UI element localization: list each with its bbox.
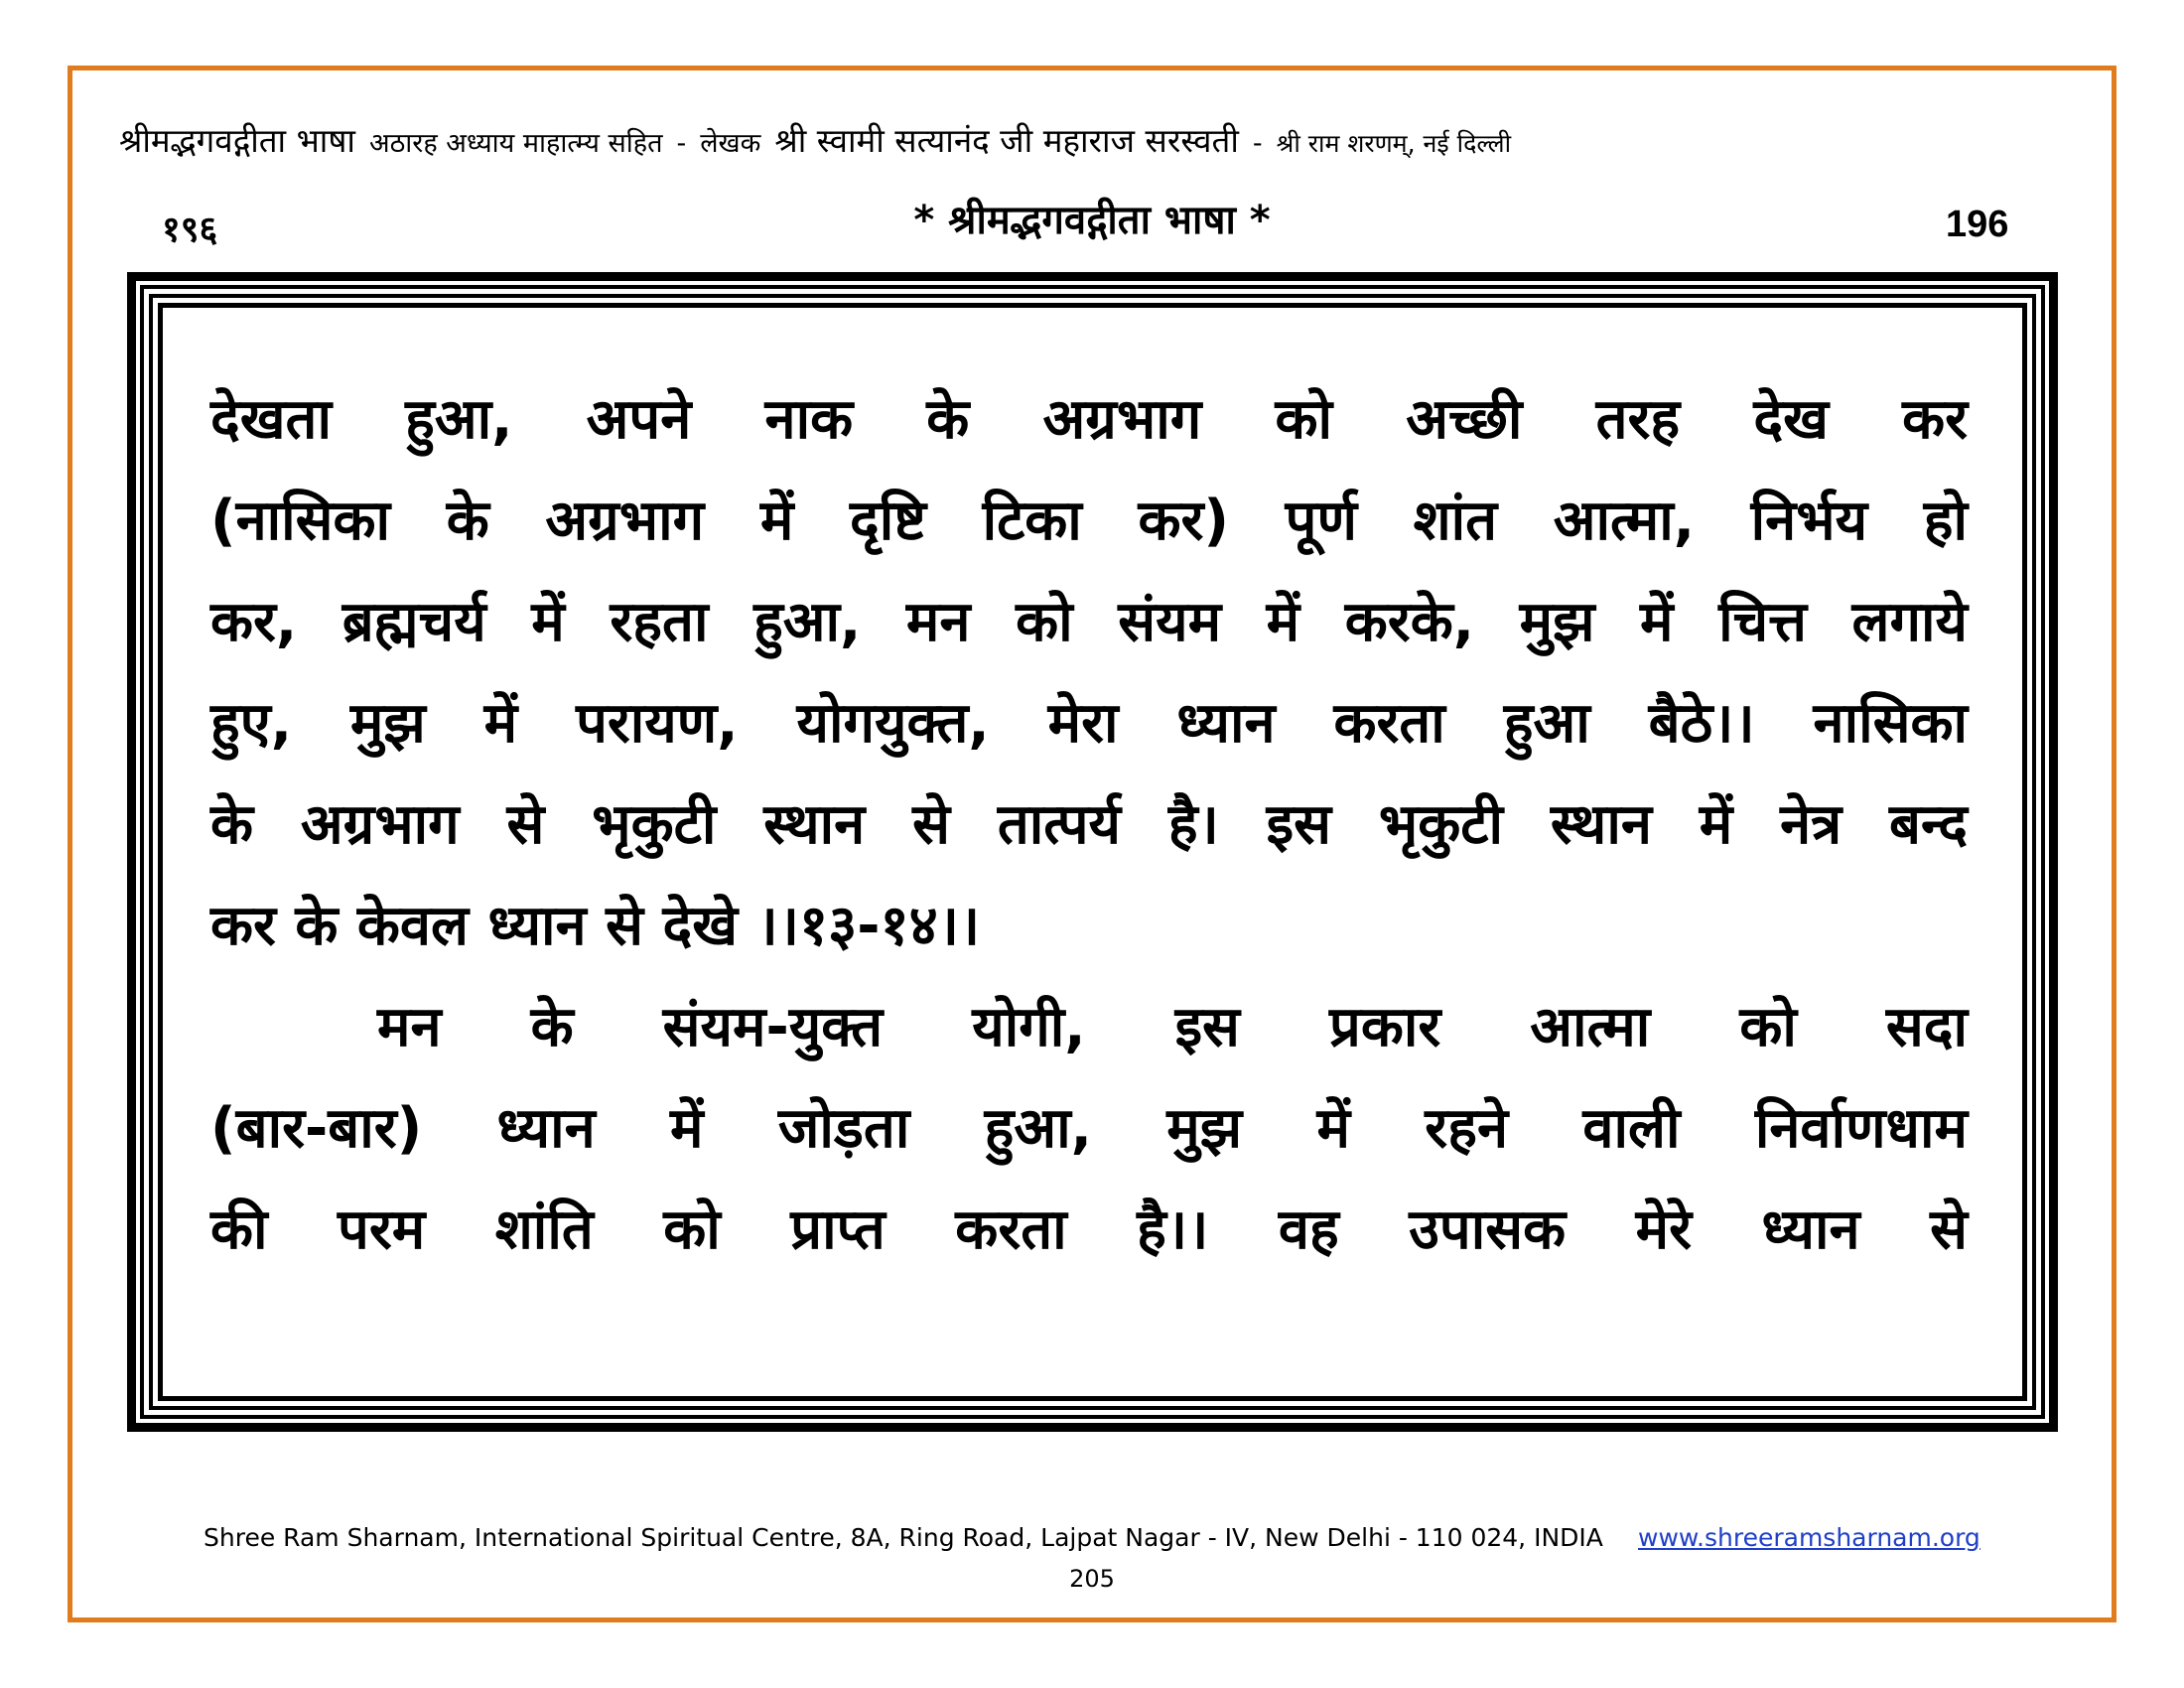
text-line: मन के संयम-युक्त योगी, इस प्रकार आत्मा को सदा [377,995,1968,1059]
text-line: हुए, मुझ में परायण, योगयुक्त, मेरा ध्यान करता हुआ बैठे।। नासिका [210,691,1968,756]
scripture-text [210,369,1968,1281]
header-separator-2: - [1252,128,1263,159]
page-number-devanagari: १९६ [162,210,218,250]
text-line: (नासिका के अग्रभाग में दृष्टि टिका कर) पूर्ण शांत आत्मा, निर्भय हो [210,489,1968,553]
footer-address: Shree Ram Sharnam, International Spiritual Centre, 8A, Ring Road, Lajpat Nagar - IV, New Delhi - 110 024, INDIA [204,1523,1603,1552]
page-number-arabic: 196 [1946,204,2009,245]
footer-page-number: 205 [1069,1565,1115,1593]
text-line: कर के केवल ध्यान से देखे ।।१३-१४।। [210,894,981,958]
text-line: की परम शांति को प्राप्त करता है।। वह उपासक मेरे ध्यान से [210,1197,1968,1262]
page-title: * श्रीमद्भगवद्गीता भाषा * [913,198,1271,243]
website-link[interactable]: www.shreeramsharnam.org [1638,1523,1980,1552]
header-subtitle: अठारह अध्याय माहात्म्य सहित [368,128,663,159]
text-line: देखता हुआ, अपने नाक के अग्रभाग को अच्छी तरह देख कर [210,387,1968,452]
text-line: (बार-बार) ध्यान में जोड़ता हुआ, मुझ में रहने वाली निर्वाणधाम [210,1096,1968,1161]
header-separator-1: - [676,128,687,159]
running-header [119,117,2065,167]
header-book-title: श्रीमद्भगवद्गीता भाषा [119,121,355,160]
text-line: कर, ब्रह्मचर्य में रहता हुआ, मन को संयम में करके, मुझ में चित्त लगाये [210,590,1968,654]
header-author: श्री स्वामी सत्यानंद जी महाराज सरस्वती [774,121,1239,160]
header-author-label: लेखक [700,128,761,159]
text-line: के अग्रभाग से भृकुटी स्थान से तात्पर्य है। इस भृकुटी स्थान में नेत्र बन्द [210,792,1968,857]
header-publisher: श्री राम शरणम्, नई दिल्ली [1276,129,1512,158]
